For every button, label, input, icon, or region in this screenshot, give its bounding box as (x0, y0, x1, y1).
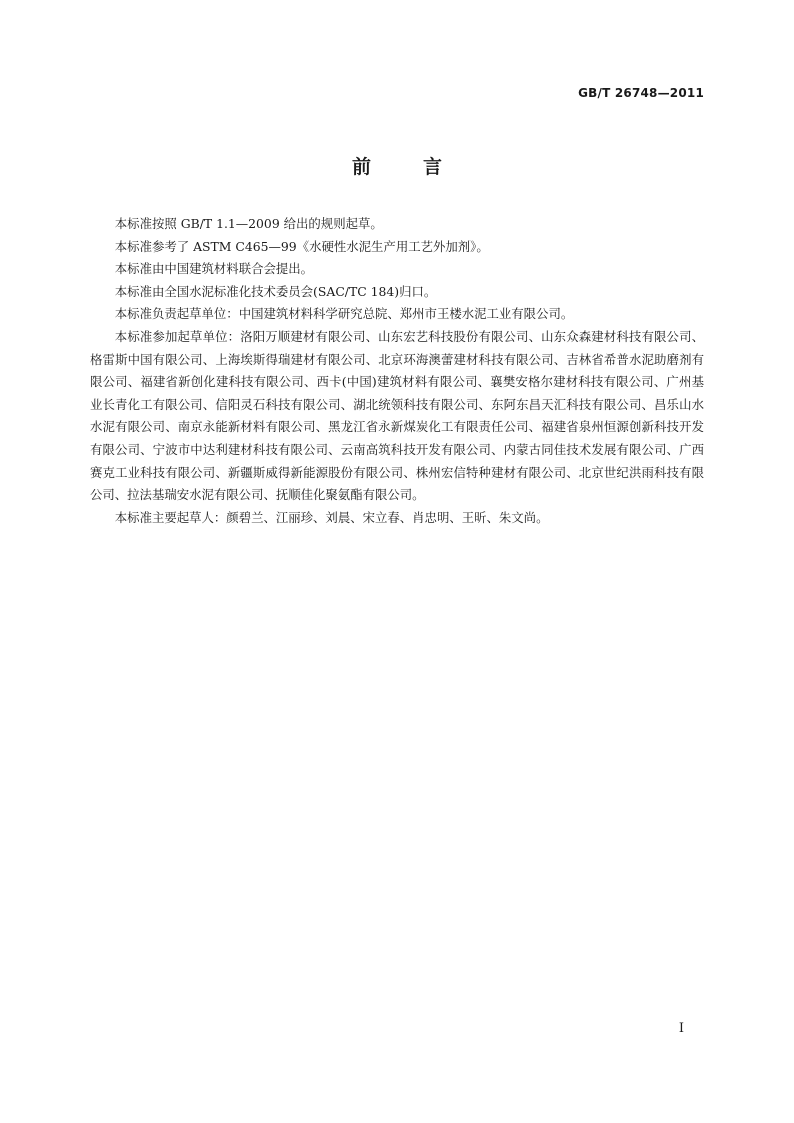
paragraph-reference: 本标准参考了 ASTM C465—99《水硬性水泥生产用工艺外加剂》。 (114, 238, 489, 254)
paragraph-lead-drafters: 本标准负责起草单位：中国建筑材料科学研究总院、郑州市王楼水泥工业有限公司。 (114, 306, 574, 322)
paragraph-proposed-by: 本标准由中国建筑材料联合会提出。 (114, 261, 314, 277)
paragraph-main-drafters: 本标准主要起草人：颜碧兰、江丽珍、刘晨、宋立春、肖忠明、王昕、朱文尚。 (114, 509, 549, 525)
page-title: 前言 (351, 156, 494, 178)
foreword-body (90, 213, 704, 529)
paragraph-managed-by: 本标准由全国水泥标准化技术委员会(SAC/TC 184)归口。 (114, 283, 437, 299)
standard-code: GB/T 26748—2011 (578, 86, 704, 100)
paragraph-drafting-rules: 本标准按照 GB/T 1.1—2009 给出的规则起草。 (114, 216, 383, 231)
page-number: I (678, 1021, 684, 1036)
paragraph-participating-drafters: 本标准参加起草单位：洛阳万顺建材有限公司、山东宏艺科技股份有限公司、山东众森建材科技有限公司、格雷斯中国有限公司、上海埃斯得瑞建材有限公司、北京环海澳蕾建材科技有限公司、吉林省希普水泥助磨剂有限公司、福建省新创化建科技有限公司、西卡(中国)建筑材料有限公司、襄樊安格尔建材科技有限公司、广州基业长青化工有限公司、信阳灵石科技有限公司、湖北统领科技有限公司、东阿东昌天汇科技有限公司、昌乐山水水泥有限公司、南京永能新材料有限公司、黑龙江省永新煤炭化工有限责任公司、福建省泉州恒源创新科技开发有限公司、宁波市中达利建材科技有限公司、云南高筑科技开发有限公司、内蒙古同佳技术发展有限公司、广西赛克工业科技有限公司、新疆斯威得新能源股份有限公司、株州宏信特种建材有限公司、北京世纪洪雨科技有限公司、拉法基瑞安水泥有限公司、抚顺佳化聚氨酯有限公司。 (90, 328, 704, 503)
